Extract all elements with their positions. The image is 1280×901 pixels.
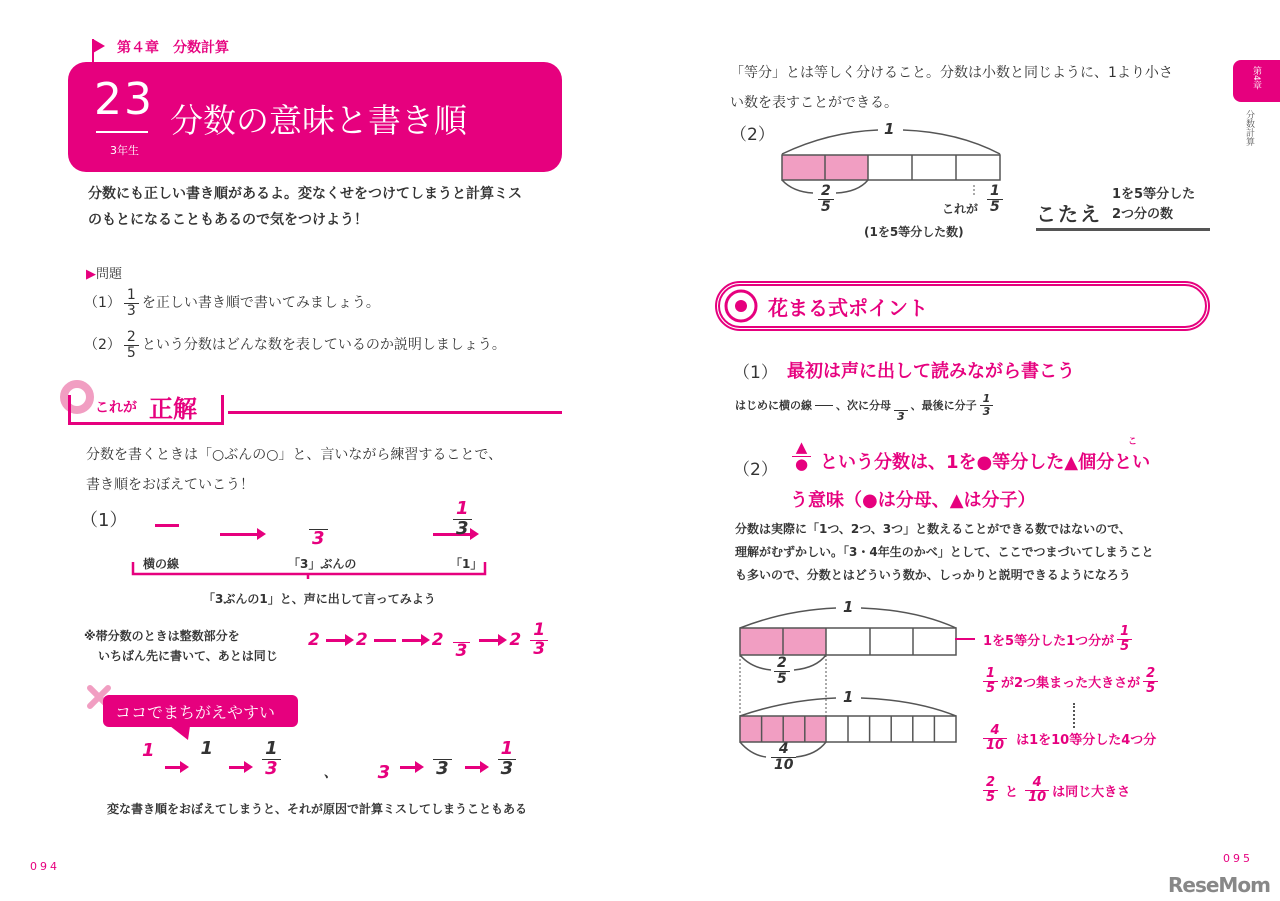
problem-heading: ▶問題	[86, 267, 123, 282]
answer-heading: これが 正解	[68, 395, 224, 425]
ruby: こ	[1128, 437, 1138, 447]
intro-text: 「等分」とは等しく分けること。分数は小数と同じように、1より小さ い数を表すことができる。	[730, 65, 1173, 111]
fraction: $\frac{2}{5}$	[771, 656, 793, 686]
diagram-note-3: $\frac{4}{10}$ は1を10等分した4つ分	[980, 724, 1156, 752]
problem-1: （1） $\frac{1}{3}$ を正しい書き順で書いてみましょう。	[84, 287, 380, 319]
point-1-heading: 最初は声に出して読みながら書こう	[787, 361, 1075, 382]
mixed-note: ※帯分数のときは整数部分を いちばん先に書いて、あとは同じ	[84, 629, 278, 663]
fraction: $\frac{▲}{●}$	[789, 440, 814, 473]
fraction-step-2: 3	[306, 510, 331, 549]
whole-label: 1	[884, 120, 895, 138]
divider	[228, 411, 562, 414]
lesson-number: 23	[94, 74, 154, 125]
point-1-text: はじめに横の線 、次に分母 3 、最後に分子 $\frac{1}{3}$	[735, 388, 996, 423]
caption: 「1」	[450, 557, 483, 571]
grade-label: 3年生	[110, 144, 139, 157]
fraction-step-3: $\frac{1}{3}$	[450, 500, 475, 539]
answer-text: 1を5等分した 2つ分の数	[1112, 187, 1196, 222]
chapter-topic: 分数計算	[1244, 110, 1254, 146]
point-1-label: （1）	[733, 363, 778, 383]
caption: 横の線	[143, 557, 180, 571]
say-caption: 「3ぶんの1」と、声に出して言ってみよう	[203, 592, 436, 606]
fraction: $\frac{1}{3}$	[124, 288, 139, 318]
unit-note: (1を5等分した数)	[864, 225, 964, 239]
fraction: $\frac{1}{5}$	[984, 184, 1006, 214]
diagram-note-2: $\frac{1}{5}$ が2つ集まった大きさが $\frac{2}{5}$	[980, 667, 1161, 695]
fraction: $\frac{4}{10}$	[768, 742, 799, 772]
intro-text: 分数にも正しい書き順があるよ。変なくせをつけてしまうと計算ミス のもとになることもあるので気をつけよう！	[88, 186, 522, 228]
lesson-header	[68, 62, 562, 172]
point-title: 花まる式ポイント	[768, 296, 928, 320]
chapter-tab[interactable]: 第4章	[1233, 60, 1280, 102]
part-label: （2）	[730, 125, 775, 145]
flower-icon	[722, 287, 760, 325]
mistake-label: ココでまちがえやすい	[103, 695, 298, 727]
triangle-icon: ▶	[86, 267, 96, 282]
page-number: 094	[30, 860, 60, 873]
point-2-text: 分数は実際に「1つ、2つ、3つ」と数えることができる数ではないので、 理解がむずかしい。「3・4年生のかべ」として、ここでつまづいてしまうこと も多いので、分数とはどういう数か、しっかりと説明できるようになろう	[735, 522, 1154, 582]
line-step	[155, 524, 179, 527]
divider	[96, 131, 148, 133]
point-2-heading: う意味（●は分母、▲は分子）	[790, 490, 1036, 511]
kore-label: これが	[942, 202, 979, 216]
diagram-note-4: $\frac{2}{5}$ と $\frac{4}{10}$ は同じ大きさ	[980, 776, 1130, 804]
mistake-caption: 変な書き順をおぼえてしまうと、それが原因で計算ミスしてしまうこともある	[107, 802, 528, 816]
bracket	[130, 560, 490, 580]
fraction: $\frac{2}{5}$	[815, 184, 837, 214]
step-label: （1）	[80, 510, 128, 531]
arrow-icon	[220, 533, 262, 536]
whole-label: 1	[843, 598, 854, 616]
answer-text: 分数を書くときは「○ぶんの○」と、言いながら練習することで、 書き順をおぼえていこう！	[86, 447, 503, 493]
logo: ReseMom	[1168, 873, 1270, 897]
page-number: 095	[1223, 852, 1253, 865]
whole-label: 1	[843, 688, 854, 706]
page-title: 分数の意味と書き順	[170, 101, 467, 140]
point-2-label: （2）	[733, 460, 778, 480]
mistake-sequence: 1 1 $\frac{1}{3}$ 、 3 3 $\frac{1}{3}$	[142, 740, 519, 783]
chapter-label: 第４章 分数計算	[117, 40, 229, 56]
answer-underline	[1036, 228, 1210, 231]
problem-2: （2） $\frac{2}{5}$ という分数はどんな数を表しているのか説明しましょう。	[84, 329, 506, 361]
point-2-heading: という分数は、1を●等分した▲個分とい	[820, 452, 1151, 473]
answer-label: こたえ	[1036, 202, 1102, 226]
diagram-note-1: 1を5等分した1つ分が $\frac{1}{5}$	[955, 625, 1135, 653]
caption: 「3」ぶんの	[288, 557, 357, 571]
fraction: $\frac{2}{5}$	[124, 330, 139, 360]
flag-icon	[90, 37, 106, 63]
mixed-sequence: 2 2 2 3 2 $\frac{1}{3}$	[308, 620, 551, 661]
